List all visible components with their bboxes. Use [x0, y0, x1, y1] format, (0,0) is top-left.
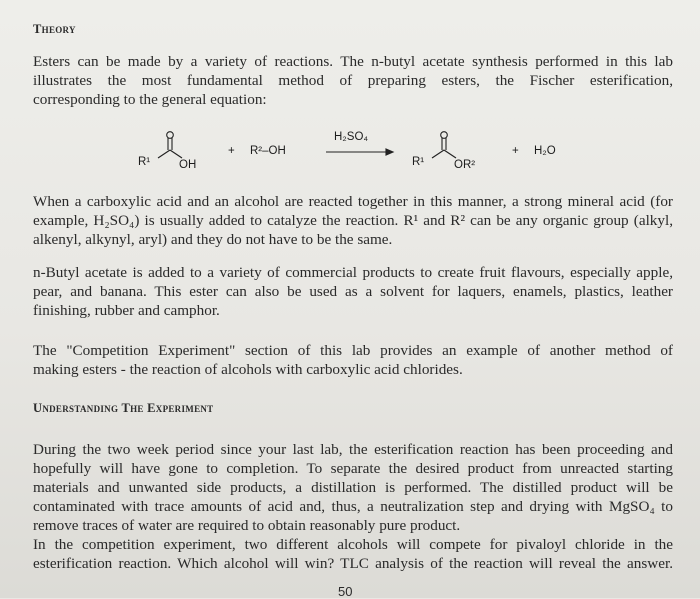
butyl-acetate-paragraph	[33, 263, 673, 320]
text-line: During the two week period since your last lab, the esterification reaction has been proceeding and	[33, 441, 673, 458]
text-line: The "Competition Experiment" section of this lab provides an example of another method of	[33, 342, 673, 359]
ester-or2-label: OR²	[454, 159, 476, 171]
text-line: When a carboxylic acid and an alcohol are reacted together in this manner, a strong mineral acid (for	[33, 193, 673, 210]
catalyst-label: H₂SO₄	[334, 131, 369, 143]
text-line: contaminated with trace amounts of acid and, thus, a neutralization step and drying with MgSO₄ to	[33, 498, 673, 515]
fischer-equation	[0, 128, 700, 188]
text-line: pear, and banana. This ester can also be used as a solvent for laquers, enamels, plastics, leather	[33, 283, 673, 300]
text-line: making esters - the reaction of alcohols with carboxylic acid chlorides.	[33, 361, 463, 378]
acid-r1-label: R¹	[138, 156, 151, 168]
competition-paragraph	[33, 341, 673, 379]
text-line: corresponding to the general equation:	[33, 91, 267, 108]
ester-r1-label: R¹	[412, 156, 425, 168]
text-line: alkenyl, alkynyl, aryl) and they do not have to be the same.	[33, 231, 393, 248]
reaction-arrow	[326, 149, 393, 155]
ester-structure	[432, 132, 456, 158]
text-line: Esters can be made by a variety of reactions. The n-butyl acetate synthesis performed in this lab	[33, 53, 673, 70]
text-line: n-Butyl acetate is added to a variety of commercial products to create fruit flavours, especially apple,	[33, 264, 673, 281]
theory-heading: Theory	[33, 22, 76, 36]
text-line: In the competition experiment, two different alcohols will compete for pivaloyl chloride in the	[33, 536, 673, 553]
alcohol-label: R²–OH	[250, 145, 286, 157]
text-line: esterification reaction. Which alcohol will win? TLC analysis of the reaction will reveal the answer.	[33, 555, 673, 572]
carboxylic-acid-structure	[158, 132, 182, 158]
theory-paragraph	[33, 52, 673, 109]
text-line: remove traces of water are required to obtain reasonably pure product.	[33, 517, 461, 534]
plus-sign: +	[512, 145, 519, 157]
acid-oh-label: OH	[179, 159, 197, 171]
text-line: finishing, rubber and camphor.	[33, 302, 220, 319]
water-label: H₂O	[534, 145, 556, 157]
text-line: example, H₂SO₄) is usually added to catalyze the reaction. R¹ and R² can be any organic group (alkyl,	[33, 212, 673, 229]
understanding-heading: Understanding The Experiment	[33, 401, 214, 415]
page-number: 50	[338, 584, 353, 599]
catalyst-paragraph	[33, 192, 673, 249]
text-line: materials and unwanted side products, a distillation is performed. The distilled product will be	[33, 479, 673, 496]
text-line: hopefully will have gone to completion. To separate the desired product from unreacted starting	[33, 460, 673, 477]
understanding-paragraph	[33, 440, 673, 573]
plus-sign: +	[228, 145, 235, 157]
text-line: illustrates the most fundamental method of preparing esters, the Fischer esterification,	[33, 72, 673, 89]
